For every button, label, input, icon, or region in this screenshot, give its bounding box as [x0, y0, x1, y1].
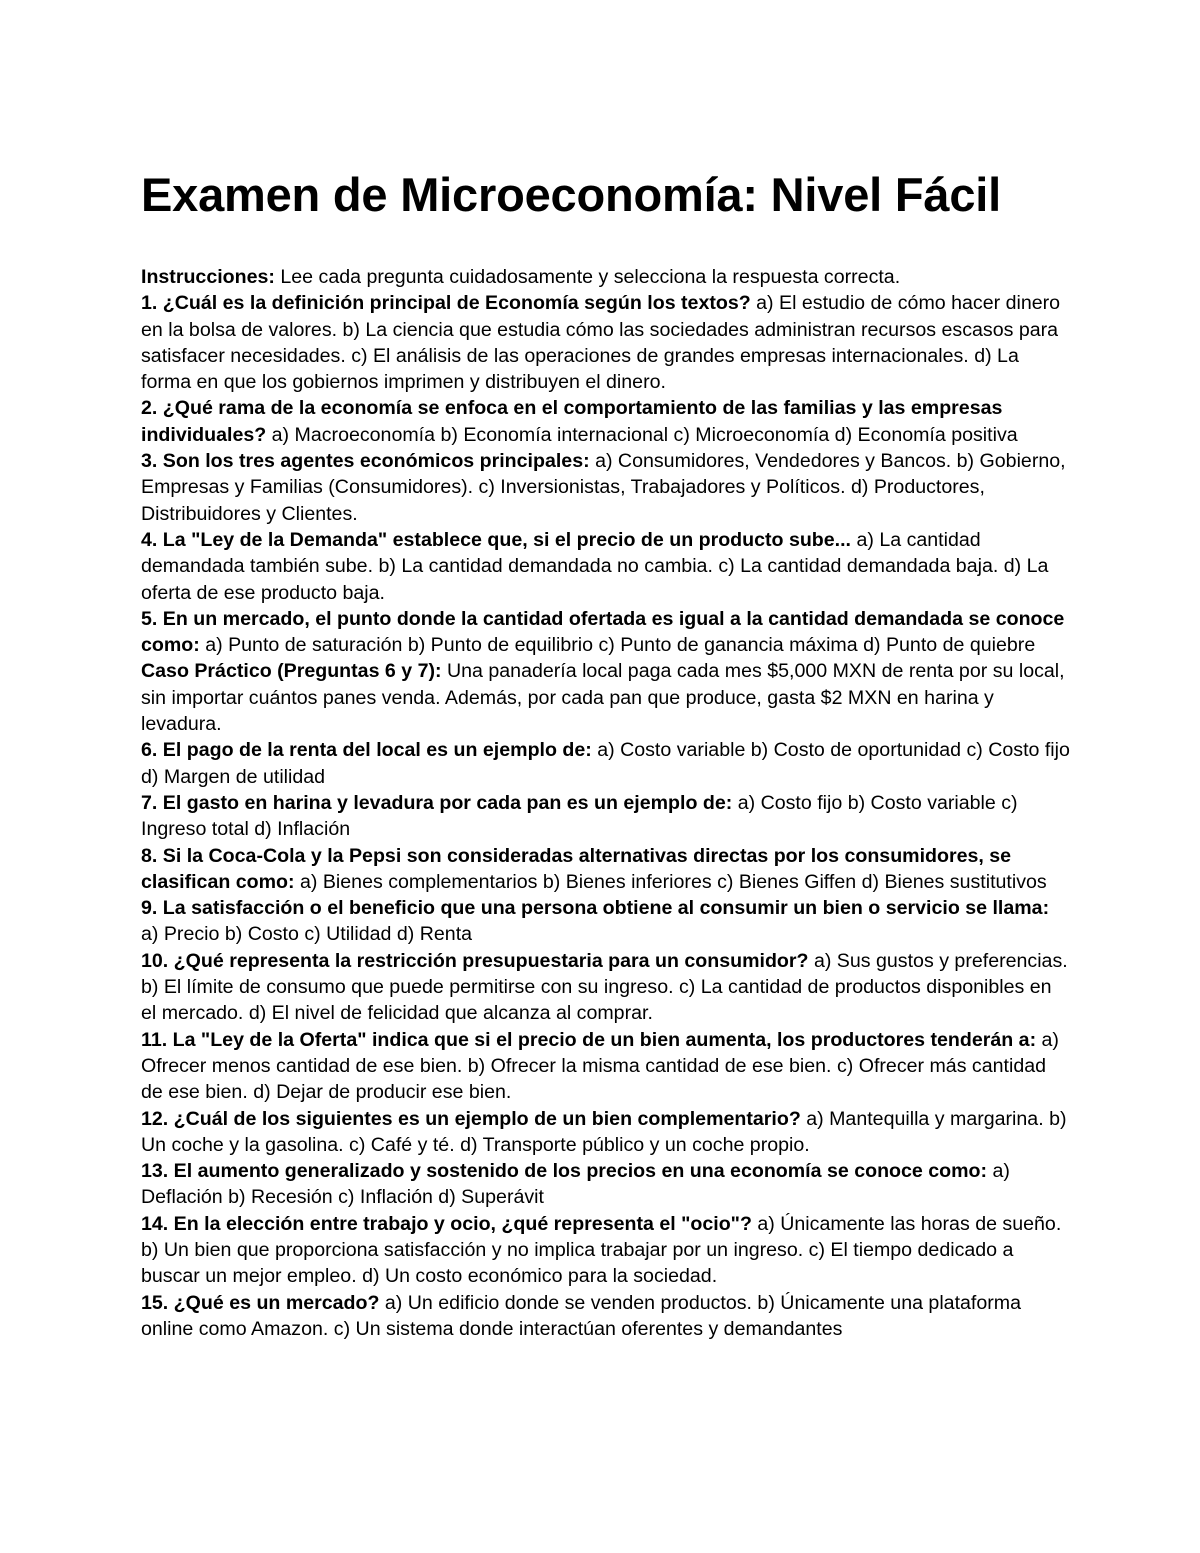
question-prompt: 10. ¿Qué representa la restricción presupuestaria para un consumidor? [141, 949, 809, 972]
question-12 [141, 1106, 1071, 1159]
question-options: a) Únicamente las horas de sueño. b) Un bien que proporciona satisfacción y no implica trabajar por un ingreso. c) El tiempo dedicado a buscar un mejor empleo. d) Un costo económico para la sociedad. [141, 1212, 1062, 1288]
question-8 [141, 843, 1071, 896]
document-page [141, 160, 1071, 1342]
question-prompt: 8. Si la Coca-Cola y la Pepsi son consideradas alternativas directas por los consumidores, se clasifican como: [141, 844, 1012, 893]
question-options: a) Punto de saturación b) Punto de equilibrio c) Punto de ganancia máxima d) Punto de quiebre [199, 634, 1036, 657]
question-11 [141, 1027, 1071, 1106]
question-options: a) Macroeconomía b) Economía internacional c) Microeconomía d) Economía positiva [266, 423, 1018, 446]
question-prompt: 2. ¿Qué rama de la economía se enfoca en el comportamiento de las familias y las empresas individuales? [141, 397, 1003, 446]
question-prompt: 12. ¿Cuál de los siguientes es un ejemplo de un bien complementario? [141, 1107, 801, 1130]
question-options: a) Ofrecer menos cantidad de ese bien. b) Ofrecer la misma cantidad de ese bien. c) Ofrecer más cantidad de ese bien. d) Dejar de producir ese bien. [141, 1028, 1059, 1104]
question-15 [141, 1290, 1071, 1343]
instructions-text: Lee cada pregunta cuidadosamente y selecciona la respuesta correcta. [274, 266, 901, 288]
question-options: a) La cantidad demandada también sube. b) La cantidad demandada no cambia. c) La cantidad demandada baja. d) La oferta de ese producto baja. [141, 528, 1049, 604]
question-prompt: 15. ¿Qué es un mercado? [141, 1291, 380, 1314]
question-prompt: 13. El aumento generalizado y sostenido de los precios en una economía se conoce como: [141, 1160, 988, 1183]
instructions-label: Instrucciones: [141, 266, 275, 288]
question-7 [141, 790, 1071, 843]
question-3 [141, 448, 1071, 527]
question-options: a) Deflación b) Recesión c) Inflación d) Superávit [141, 1160, 1010, 1209]
question-options: a) Un edificio donde se venden productos. b) Únicamente una plataforma online como Amazon. c) Un sistema donde interactúan oferentes y demandantes [141, 1291, 1022, 1340]
question-options: a) Sus gustos y preferencias. b) El límite de consumo que puede permitirse con su ingreso. c) La cantidad de productos disponibles en el mercado. d) El nivel de felicidad que alcanza al comprar. [141, 949, 1068, 1025]
question-options: a) Costo fijo b) Costo variable c) Ingreso total d) Inflación [141, 791, 1018, 841]
instructions [141, 264, 1071, 290]
question-prompt: 14. En la elección entre trabajo y ocio, ¿qué representa el "ocio"? [141, 1212, 752, 1235]
question-prompt: 4. La "Ley de la Demanda" establece que, si el precio de un producto sube... [141, 528, 852, 551]
question-4 [141, 527, 1071, 606]
question-14 [141, 1211, 1071, 1290]
question-prompt: 3. Son los tres agentes económicos principales: [141, 450, 590, 473]
question-1 [141, 290, 1071, 395]
page-title: Examen de Microeconomía: Nivel Fácil [141, 168, 1001, 221]
question-prompt: 9. La satisfacción o el beneficio que una persona obtiene al consumir un bien o servicio se llama: [141, 897, 1050, 920]
question-10 [141, 948, 1071, 1027]
question-options: a) Mantequilla y margarina. b) Un coche y la gasolina. c) Café y té. d) Transporte público y un coche propio. [141, 1107, 1067, 1156]
question-9 [141, 895, 1071, 948]
question-6 [141, 737, 1071, 790]
question-13 [141, 1158, 1071, 1211]
question-prompt: 11. La "Ley de la Oferta" indica que si el precio de un bien aumenta, los productores tenderán a: [141, 1028, 1037, 1051]
question-prompt: 6. El pago de la renta del local es un ejemplo de: [141, 739, 592, 762]
case-study-text: Una panadería local paga cada mes $5,000 MXN de renta por su local, sin importar cuántos panes venda. Además, por cada pan que produce, gasta $2 MXN en harina y levadura. [141, 660, 1065, 736]
case-study-label: Caso Práctico (Preguntas 6 y 7): [141, 660, 442, 683]
question-prompt: 5. En un mercado, el punto donde la cantidad ofertada es igual a la cantidad demandada se conoce como: [141, 607, 1065, 657]
question-options: a) Consumidores, Vendedores y Bancos. b) Gobierno, Empresas y Familias (Consumidores). c) Inversionistas, Trabajadores y Políticos. d) Productores, Distribuidores y Clientes. [141, 450, 1066, 525]
question-5 [141, 606, 1071, 659]
question-options: a) Bienes complementarios b) Bienes inferiores c) Bienes Giffen d) Bienes sustitutivos [294, 870, 1047, 893]
exam-body [141, 264, 1071, 1342]
question-options: a) Precio b) Costo c) Utilidad d) Renta [141, 923, 473, 946]
case-study [141, 658, 1071, 737]
question-prompt: 1. ¿Cuál es la definición principal de Economía según los textos? [141, 292, 751, 315]
question-options: a) Costo variable b) Costo de oportunidad c) Costo fijo d) Margen de utilidad [141, 739, 1070, 788]
question-2 [141, 395, 1071, 448]
question-prompt: 7. El gasto en harina y levadura por cada pan es un ejemplo de: [141, 791, 733, 814]
question-options: a) El estudio de cómo hacer dinero en la bolsa de valores. b) La ciencia que estudia cómo las sociedades administran recursos escasos para satisfacer necesidades. c) El análisis de las operaciones de grandes empresas internacionales. d) La forma en que los gobiernos imprimen y distribuyen el dinero. [141, 292, 1061, 394]
